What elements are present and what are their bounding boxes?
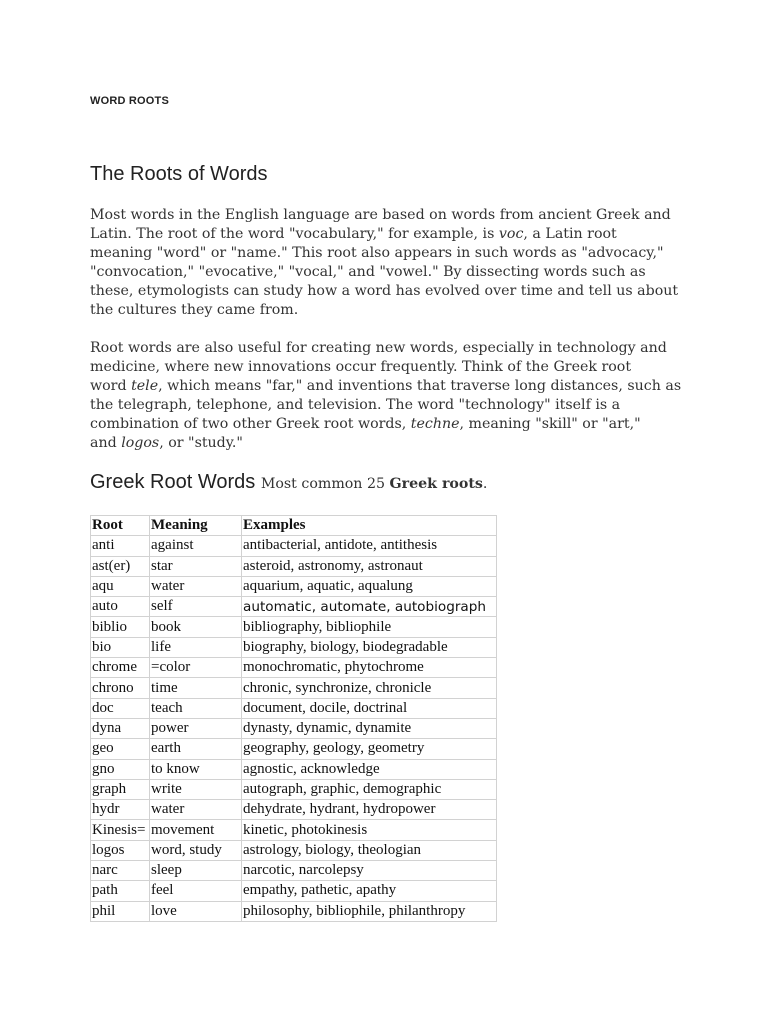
root-cell: narc xyxy=(91,861,150,881)
root-cell: aqu xyxy=(91,576,150,596)
root-cell: biblio xyxy=(91,617,150,637)
intro-paragraph-2 xyxy=(90,339,690,453)
column-header-examples: Examples xyxy=(242,516,497,536)
root-cell: ast(er) xyxy=(91,556,150,576)
paragraph-line: combination of two other Greek root words, techne, meaning "skill" or "art," xyxy=(90,416,641,432)
paragraph-line: the telegraph, telephone, and television. The word "technology" itself is a xyxy=(90,397,621,413)
meaning-cell: book xyxy=(150,617,242,637)
paragraph-line: Latin. The root of the word "vocabulary," for example, is voc, a Latin root xyxy=(90,226,617,242)
paragraph-line: Most words in the English language are based on words from ancient Greek and xyxy=(90,207,671,223)
table-row xyxy=(91,779,497,799)
examples-cell: narcotic, narcolepsy xyxy=(242,861,497,881)
paragraph-line: and logos, or "study." xyxy=(90,435,243,451)
root-cell: dyna xyxy=(91,718,150,738)
meaning-cell: star xyxy=(150,556,242,576)
examples-cell: dehydrate, hydrant, hydropower xyxy=(242,800,497,820)
column-header-root: Root xyxy=(91,516,150,536)
examples-cell: chronic, synchronize, chronicle xyxy=(242,678,497,698)
root-cell: graph xyxy=(91,779,150,799)
meaning-cell: water xyxy=(150,576,242,596)
root-cell: bio xyxy=(91,637,150,657)
intro-paragraph-1 xyxy=(90,206,690,320)
meaning-cell: water xyxy=(150,800,242,820)
paragraph-line: word tele, which means "far," and inventions that traverse long distances, such as xyxy=(90,378,682,394)
meaning-cell: sleep xyxy=(150,861,242,881)
examples-cell: empathy, pathetic, apathy xyxy=(242,881,497,901)
table-row xyxy=(91,800,497,820)
examples-cell: philosophy, bibliophile, philanthropy xyxy=(242,901,497,921)
table-row xyxy=(91,698,497,718)
section-title: Greek Root Words xyxy=(90,471,256,493)
root-cell: auto xyxy=(91,597,150,617)
table-row xyxy=(91,678,497,698)
table-header-row xyxy=(91,516,497,536)
meaning-cell: write xyxy=(150,779,242,799)
table-row xyxy=(91,658,497,678)
paragraph-line: meaning "word" or "name." This root also appears in such words as "advocacy," xyxy=(90,245,664,261)
section-heading xyxy=(90,471,487,494)
meaning-cell: earth xyxy=(150,739,242,759)
table-row xyxy=(91,739,497,759)
meaning-cell: against xyxy=(150,536,242,556)
meaning-cell: to know xyxy=(150,759,242,779)
table-row xyxy=(91,718,497,738)
table-row xyxy=(91,637,497,657)
root-cell: Kinesis= xyxy=(91,820,150,840)
root-cell: gno xyxy=(91,759,150,779)
root-cell: doc xyxy=(91,698,150,718)
paragraph-line: the cultures they came from. xyxy=(90,302,299,318)
table-row xyxy=(91,576,497,596)
meaning-cell: word, study xyxy=(150,840,242,860)
table-row xyxy=(91,556,497,576)
meaning-cell: =color xyxy=(150,658,242,678)
examples-cell: biography, biology, biodegradable xyxy=(242,637,497,657)
document-label: WORD ROOTS xyxy=(90,95,169,107)
greek-roots-table xyxy=(90,515,497,922)
examples-cell: antibacterial, antidote, antithesis xyxy=(242,536,497,556)
paragraph-line: these, etymologists can study how a word has evolved over time and tell us about xyxy=(90,283,679,299)
section-subtitle: Most common 25 Greek roots. xyxy=(260,476,488,492)
meaning-cell: feel xyxy=(150,881,242,901)
examples-cell: asteroid, astronomy, astronaut xyxy=(242,556,497,576)
examples-cell: document, docile, doctrinal xyxy=(242,698,497,718)
root-cell: path xyxy=(91,881,150,901)
table-row xyxy=(91,536,497,556)
table-row xyxy=(91,759,497,779)
table-row xyxy=(91,820,497,840)
root-cell: hydr xyxy=(91,800,150,820)
root-cell: geo xyxy=(91,739,150,759)
paragraph-line: medicine, where new innovations occur frequently. Think of the Greek root xyxy=(90,359,632,375)
examples-cell: aquarium, aquatic, aqualung xyxy=(242,576,497,596)
examples-cell: astrology, biology, theologian xyxy=(242,840,497,860)
examples-cell: bibliography, bibliophile xyxy=(242,617,497,637)
root-cell: phil xyxy=(91,901,150,921)
root-cell: anti xyxy=(91,536,150,556)
examples-cell: monochromatic, phytochrome xyxy=(242,658,497,678)
examples-cell: automatic, automate, autobiograph xyxy=(242,597,497,617)
table-row xyxy=(91,840,497,860)
meaning-cell: movement xyxy=(150,820,242,840)
column-header-meaning: Meaning xyxy=(150,516,242,536)
table-row xyxy=(91,617,497,637)
root-cell: chrome xyxy=(91,658,150,678)
paragraph-line: Root words are also useful for creating new words, especially in technology and xyxy=(90,340,667,356)
examples-cell: dynasty, dynamic, dynamite xyxy=(242,718,497,738)
table-row xyxy=(91,901,497,921)
meaning-cell: power xyxy=(150,718,242,738)
meaning-cell: time xyxy=(150,678,242,698)
table-row xyxy=(91,861,497,881)
table-row xyxy=(91,597,497,617)
table-row xyxy=(91,881,497,901)
paragraph-line: "convocation," "evocative," "vocal," and "vowel." By dissecting words such as xyxy=(90,264,646,280)
meaning-cell: self xyxy=(150,597,242,617)
examples-cell: agnostic, acknowledge xyxy=(242,759,497,779)
page-title: The Roots of Words xyxy=(90,163,268,185)
root-cell: logos xyxy=(91,840,150,860)
root-cell: chrono xyxy=(91,678,150,698)
examples-cell: autograph, graphic, demographic xyxy=(242,779,497,799)
examples-cell: kinetic, photokinesis xyxy=(242,820,497,840)
meaning-cell: love xyxy=(150,901,242,921)
examples-cell: geography, geology, geometry xyxy=(242,739,497,759)
meaning-cell: life xyxy=(150,637,242,657)
meaning-cell: teach xyxy=(150,698,242,718)
